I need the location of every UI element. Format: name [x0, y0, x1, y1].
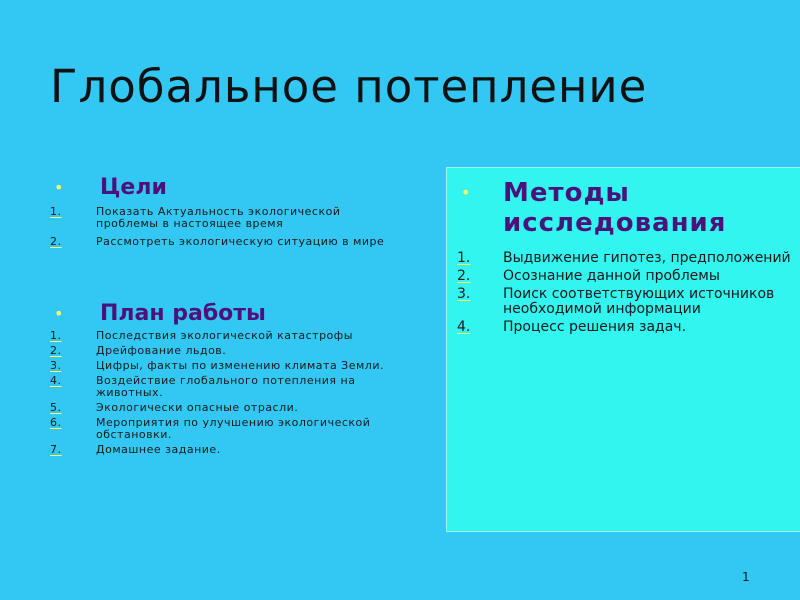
item-number: 2. — [50, 344, 62, 357]
list-item — [50, 417, 396, 441]
list-item — [50, 236, 396, 248]
item-text: Процесс решения задач. — [503, 319, 687, 335]
item-number: 6. — [50, 416, 62, 429]
item-number: 7. — [50, 443, 62, 456]
item-text: Рассмотреть экологическую ситуацию в мире — [96, 235, 385, 248]
list-item — [447, 251, 800, 266]
plan-list — [50, 330, 396, 456]
page-number: 1 — [742, 570, 750, 584]
methods-heading-row — [447, 178, 800, 238]
item-text: Экологически опасные отрасли. — [96, 401, 299, 414]
item-number: 5. — [50, 401, 62, 414]
item-number: 1. — [50, 205, 62, 218]
item-number: 3. — [50, 359, 62, 372]
list-item — [447, 269, 800, 284]
plan-section — [50, 302, 396, 459]
item-number: 2. — [50, 235, 62, 248]
list-item — [50, 345, 396, 357]
item-text: Показать Актуальность экологической проблемы в настоящее время — [96, 205, 341, 230]
item-text: Последствия экологической катастрофы — [96, 329, 353, 342]
goals-heading: Цели — [100, 175, 167, 200]
item-number: 2. — [457, 268, 471, 284]
item-number: 3. — [457, 286, 471, 302]
item-text: Цифры, факты по изменению климата Земли. — [96, 359, 384, 372]
methods-heading: Методы исследования — [503, 178, 727, 238]
item-number: 4. — [50, 374, 62, 387]
plan-heading: План работы — [100, 301, 266, 326]
bullet-icon: • — [54, 304, 64, 323]
item-text: Выдвижение гипотез, предположений — [503, 250, 791, 266]
list-item — [50, 360, 396, 372]
item-text: Воздействие глобального потепления на животных. — [96, 374, 356, 399]
list-item — [447, 320, 800, 335]
bullet-icon: • — [461, 183, 471, 202]
item-text: Домашнее задание. — [96, 443, 221, 456]
list-item — [447, 287, 800, 317]
item-text: Мероприятия по улучшению экологической обстановки. — [96, 416, 371, 441]
goals-section — [50, 176, 396, 254]
bullet-icon: • — [54, 178, 64, 197]
item-number: 4. — [457, 319, 471, 335]
item-number: 1. — [457, 250, 471, 266]
list-item — [50, 402, 396, 414]
methods-panel — [446, 167, 800, 532]
slide-title: Глобальное потепление — [50, 60, 648, 113]
list-item — [50, 375, 396, 399]
item-text: Поиск соответствующих источников необходимой информации — [503, 286, 775, 317]
item-text: Осознание данной проблемы — [503, 268, 720, 284]
plan-heading-row — [50, 302, 396, 326]
goals-heading-row — [50, 176, 396, 200]
methods-list — [447, 251, 800, 335]
list-item — [50, 206, 396, 230]
item-number: 1. — [50, 329, 62, 342]
goals-list — [50, 206, 396, 248]
list-item — [50, 330, 396, 342]
item-text: Дрейфование льдов. — [96, 344, 227, 357]
list-item — [50, 444, 396, 456]
